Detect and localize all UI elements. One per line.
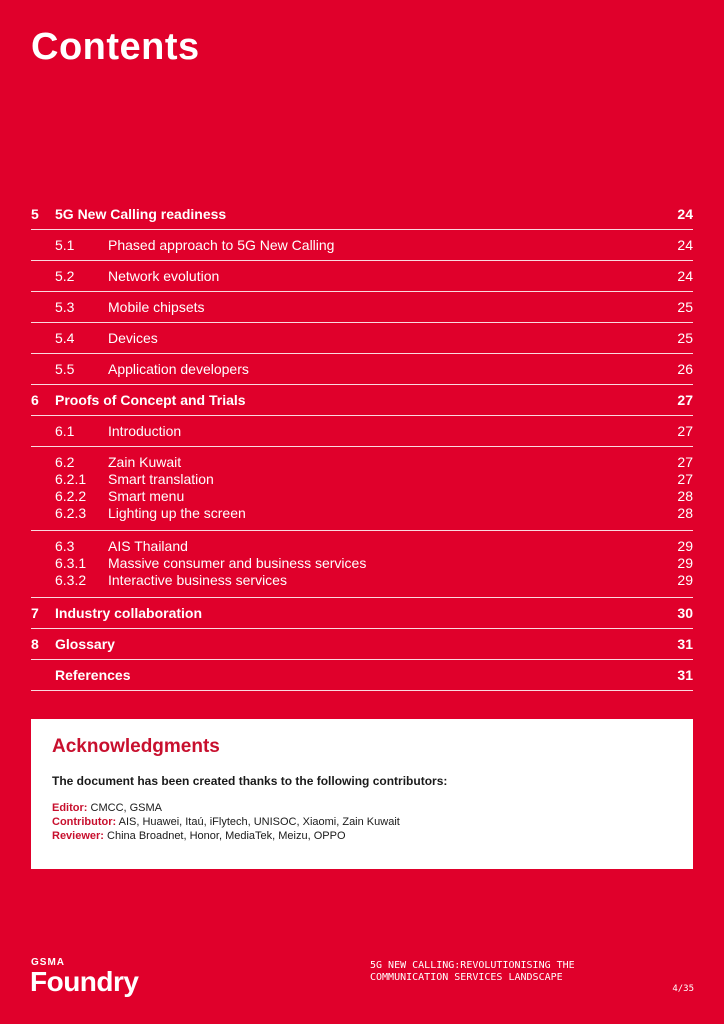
reviewer-names: China Broadnet, Honor, MediaTek, Meizu, OPPO xyxy=(107,830,346,842)
toc-group-6-3 xyxy=(31,531,693,598)
toc-page: 27 xyxy=(677,454,693,470)
toc-number: 7 xyxy=(31,605,39,621)
page-title: Contents xyxy=(31,26,200,68)
toc-page: 26 xyxy=(677,361,693,377)
toc-section-8[interactable] xyxy=(31,629,693,660)
toc-page: 29 xyxy=(677,538,693,554)
toc-section-6-3[interactable] xyxy=(31,538,693,555)
toc-number: 6.3.1 xyxy=(55,555,87,571)
toc-label: Industry collaboration xyxy=(55,605,203,621)
toc-page: 25 xyxy=(677,299,693,315)
contributor-line xyxy=(52,815,400,829)
toc-label: Lighting up the screen xyxy=(108,505,246,521)
toc-number: 5.5 xyxy=(55,361,75,377)
toc-label: AIS Thailand xyxy=(108,538,188,554)
toc-page: 31 xyxy=(677,667,693,683)
toc-number: 6 xyxy=(31,392,39,408)
toc-number: 5.3 xyxy=(55,299,75,315)
toc-page: 29 xyxy=(677,572,693,588)
toc-section-6-3-2[interactable] xyxy=(31,572,693,589)
toc-section-5-5[interactable] xyxy=(31,354,693,385)
toc-page: 24 xyxy=(677,268,693,284)
toc-label: Glossary xyxy=(55,636,115,652)
toc-page: 30 xyxy=(677,605,693,621)
toc-section-5-4[interactable] xyxy=(31,323,693,354)
toc-section-6[interactable] xyxy=(31,385,693,416)
toc-label: Smart translation xyxy=(108,471,214,487)
contributor-names: AIS, Huawei, Itaú, iFlytech, UNISOC, Xiaomi, Zain Kuwait xyxy=(118,816,400,828)
toc-section-5-1[interactable] xyxy=(31,230,693,261)
toc-section-6-2-2[interactable] xyxy=(31,488,693,505)
toc-number: 5.4 xyxy=(55,330,75,346)
toc-number: 6.2.1 xyxy=(55,471,87,487)
toc-section-5-3[interactable] xyxy=(31,292,693,323)
contributors-list xyxy=(52,801,400,843)
toc-number: 6.2 xyxy=(55,454,75,470)
toc-label: Introduction xyxy=(108,423,182,439)
toc-page: 29 xyxy=(677,555,693,571)
toc-number: 8 xyxy=(31,636,39,652)
acknowledgments-title: Acknowledgments xyxy=(52,736,220,757)
footer-document-title xyxy=(370,960,620,984)
toc-section-6-2-3[interactable] xyxy=(31,505,693,522)
contributor-role: Contributor: xyxy=(52,816,117,828)
gsma-logo-text: GSMA xyxy=(31,957,65,968)
toc-section-6-2[interactable] xyxy=(31,454,693,471)
editor-line xyxy=(52,801,400,815)
toc-section-6-1[interactable] xyxy=(31,416,693,447)
foundry-logo: Foundry xyxy=(30,966,139,997)
toc-page: 25 xyxy=(677,330,693,346)
footer-title-line-2: COMMUNICATION SERVICES LANDSCAPE xyxy=(370,972,563,983)
acknowledgments-intro: The document has been created thanks to the following contributors: xyxy=(52,774,448,788)
toc-label: Massive consumer and business services xyxy=(108,555,367,571)
toc-label: Phased approach to 5G New Calling xyxy=(108,237,335,253)
reviewer-role: Reviewer: xyxy=(52,830,104,842)
toc-page: 27 xyxy=(677,392,693,408)
toc-page: 27 xyxy=(677,423,693,439)
toc-label: Network evolution xyxy=(108,268,220,284)
toc-number: 6.2.3 xyxy=(55,505,87,521)
toc-label: Smart menu xyxy=(108,488,185,504)
toc-page: 28 xyxy=(677,505,693,521)
toc-label: Mobile chipsets xyxy=(108,299,205,315)
toc-label: Interactive business services xyxy=(108,572,287,588)
footer-title-line-1: 5G NEW CALLING:REVOLUTIONISING THE xyxy=(370,960,575,971)
toc-number: 5.2 xyxy=(55,268,75,284)
reviewer-line xyxy=(52,829,400,843)
toc-label: Devices xyxy=(108,330,158,346)
toc-number: 5 xyxy=(31,206,39,222)
toc-page: 24 xyxy=(677,237,693,253)
toc-number: 5.1 xyxy=(55,237,75,253)
toc-section-5[interactable] xyxy=(31,199,693,230)
toc-section-5-2[interactable] xyxy=(31,261,693,292)
toc-label: 5G New Calling readiness xyxy=(55,206,227,222)
toc-section-6-3-1[interactable] xyxy=(31,555,693,572)
toc-section-7[interactable] xyxy=(31,598,693,629)
page-number: 4/35 xyxy=(672,984,694,994)
toc-page: 27 xyxy=(677,471,693,487)
toc-number: 6.1 xyxy=(55,423,75,439)
toc-label: References xyxy=(55,667,131,683)
toc-section-6-2-1[interactable] xyxy=(31,471,693,488)
editor-role: Editor: xyxy=(52,802,88,814)
editor-names: CMCC, GSMA xyxy=(90,802,163,814)
toc-label: Proofs of Concept and Trials xyxy=(55,392,246,408)
acknowledgments-box xyxy=(31,719,693,869)
toc-label: Zain Kuwait xyxy=(108,454,182,470)
toc-page: 24 xyxy=(677,206,693,222)
toc-label: Application developers xyxy=(108,361,249,377)
toc-number: 6.3.2 xyxy=(55,572,87,588)
toc-group-6-2 xyxy=(31,447,693,531)
toc-number: 6.2.2 xyxy=(55,488,87,504)
toc-page: 31 xyxy=(677,636,693,652)
toc-page: 28 xyxy=(677,488,693,504)
toc-number: 6.3 xyxy=(55,538,75,554)
table-of-contents xyxy=(31,199,693,691)
toc-references[interactable] xyxy=(31,660,693,691)
